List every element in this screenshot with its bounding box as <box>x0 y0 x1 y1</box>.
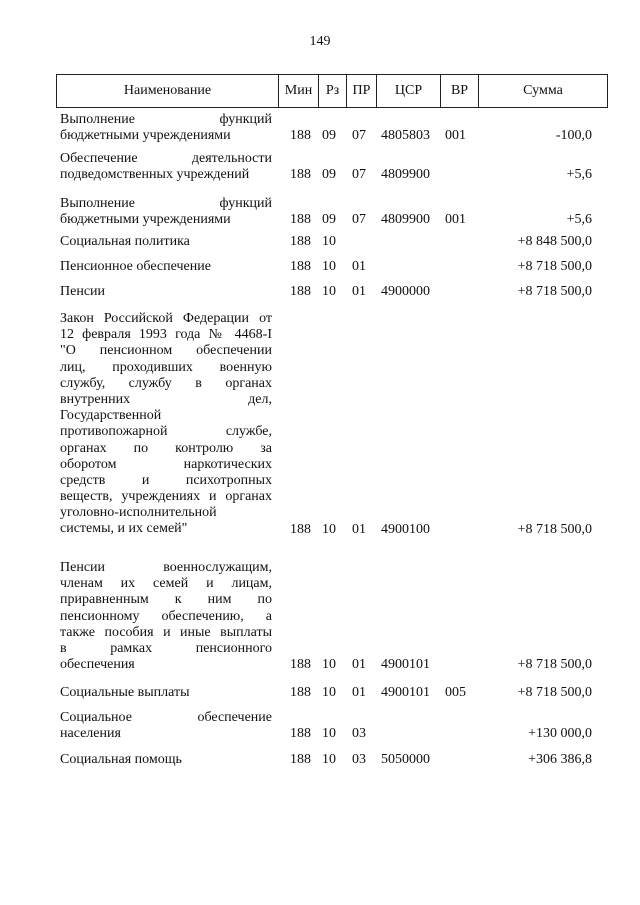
column-header-name: Наименование <box>56 75 278 107</box>
row-name-line: также пособия и иные выплаты <box>60 624 272 640</box>
code-csr: 4805803 <box>381 128 430 144</box>
row-name-line: противопожарной службе, <box>60 424 272 440</box>
row-name-line: Закон Российской Федерации от <box>60 311 272 326</box>
column-header-csr: ЦСР <box>376 75 440 107</box>
row-name-line: Социальная помощь <box>60 752 182 767</box>
row-name-line: Пенсии <box>60 284 106 299</box>
row-name-line: оборотом наркотических <box>60 456 272 472</box>
code-pr: 01 <box>352 685 366 700</box>
code-csr: 4900000 <box>381 284 430 299</box>
amount: +5,6 <box>566 212 592 228</box>
row-name-line: подведомственных учреждений <box>60 167 250 183</box>
row-name <box>60 311 272 538</box>
row-name <box>60 112 272 144</box>
code-min: 188 <box>290 752 311 767</box>
row-name-line: Выполнение функций <box>60 196 272 211</box>
amount: +8 718 500,0 <box>517 521 592 537</box>
code-rz: 10 <box>322 657 336 673</box>
amount: +306 386,8 <box>528 752 592 767</box>
row-name-line: населения <box>60 726 121 742</box>
row-name-line: уголовно-исполнительной <box>60 505 217 521</box>
row-name-line: членам их семей и лицам, <box>60 576 272 592</box>
code-rz: 10 <box>322 752 336 767</box>
row-name <box>60 151 272 183</box>
amount: +130 000,0 <box>528 726 592 742</box>
code-rz: 09 <box>322 212 336 228</box>
page-number: 149 <box>309 34 331 49</box>
row-name-line: бюджетными учреждениями <box>60 128 231 144</box>
row-name-line: Пенсионное обеспечение <box>60 259 211 274</box>
row-name-line: обеспечения <box>60 657 135 673</box>
row-name-line: Социальное обеспечение <box>60 710 272 725</box>
row-name-line: веществ, учреждениях и органах <box>60 489 272 505</box>
code-min: 188 <box>290 284 311 299</box>
code-vr: 001 <box>445 212 466 228</box>
code-rz: 10 <box>322 259 336 274</box>
code-pr: 03 <box>352 752 366 767</box>
code-min: 188 <box>290 521 311 537</box>
row-name-line: внутренних дел, <box>60 391 272 407</box>
code-min: 188 <box>290 726 311 742</box>
row-name-line: службу, службу в органах <box>60 375 272 391</box>
row-name <box>60 284 272 300</box>
row-name-line: системы, и их семей" <box>60 521 188 537</box>
code-min: 188 <box>290 657 311 673</box>
row-name-line: Государственной <box>60 408 162 424</box>
column-header-sum: Сумма <box>478 75 608 107</box>
amount: +8 718 500,0 <box>517 685 592 700</box>
amount: +8 848 500,0 <box>517 234 592 249</box>
row-name-line: бюджетными учреждениями <box>60 212 231 228</box>
code-rz: 09 <box>322 167 336 183</box>
amount: +5,6 <box>566 167 592 183</box>
row-name <box>60 234 272 250</box>
amount: +8 718 500,0 <box>517 259 592 274</box>
row-name-line: средств и психотропных <box>60 472 272 488</box>
code-rz: 10 <box>322 685 336 700</box>
amount: +8 718 500,0 <box>517 657 592 673</box>
row-name-line: органах по контролю за <box>60 440 272 456</box>
row-name-line: Социальная политика <box>60 234 190 249</box>
code-csr: 4900101 <box>381 657 430 673</box>
code-pr: 03 <box>352 726 366 742</box>
row-name-line: лиц, проходивших военную <box>60 359 272 375</box>
code-pr: 07 <box>352 212 366 228</box>
row-name-line: "О пенсионном обеспечении <box>60 343 272 359</box>
row-name-line: Пенсии военнослужащим, <box>60 560 272 575</box>
column-header-rz: Рз <box>318 75 346 107</box>
column-header-min: Мин <box>278 75 318 107</box>
code-rz: 10 <box>322 234 336 249</box>
code-csr: 5050000 <box>381 752 430 767</box>
row-name-line: Выполнение функций <box>60 112 272 127</box>
code-vr: 005 <box>445 685 466 700</box>
column-header-pr: ПР <box>346 75 376 107</box>
code-vr: 001 <box>445 128 466 144</box>
code-rz: 10 <box>322 284 336 299</box>
code-pr: 01 <box>352 284 366 299</box>
code-pr: 01 <box>352 521 366 537</box>
amount: +8 718 500,0 <box>517 284 592 299</box>
row-name-line: Социальные выплаты <box>60 685 190 700</box>
code-rz: 09 <box>322 128 336 144</box>
code-min: 188 <box>290 685 311 700</box>
row-name-line: пенсионному обеспечению, а <box>60 608 272 624</box>
row-name-line: в рамках пенсионного <box>60 640 272 656</box>
row-name <box>60 710 272 742</box>
code-csr: 4809900 <box>381 167 430 183</box>
code-csr: 4900101 <box>381 685 430 700</box>
code-min: 188 <box>290 212 311 228</box>
row-name <box>60 685 272 701</box>
row-name <box>60 196 272 228</box>
code-rz: 10 <box>322 726 336 742</box>
row-name <box>60 752 272 768</box>
code-pr: 07 <box>352 128 366 144</box>
code-pr: 01 <box>352 657 366 673</box>
code-rz: 10 <box>322 521 336 537</box>
code-pr: 01 <box>352 259 366 274</box>
code-csr: 4900100 <box>381 521 430 537</box>
column-header-vr: ВР <box>440 75 478 107</box>
code-min: 188 <box>290 234 311 249</box>
code-pr: 07 <box>352 167 366 183</box>
code-min: 188 <box>290 259 311 274</box>
row-name-line: 12 февраля 1993 года № 4468-I <box>60 327 272 343</box>
row-name <box>60 560 272 673</box>
amount: -100,0 <box>555 128 592 144</box>
row-name-line: приравненным к ним по <box>60 592 272 608</box>
code-min: 188 <box>290 167 311 183</box>
row-name <box>60 259 272 275</box>
code-csr: 4809900 <box>381 212 430 228</box>
code-min: 188 <box>290 128 311 144</box>
row-name-line: Обеспечение деятельности <box>60 151 272 166</box>
